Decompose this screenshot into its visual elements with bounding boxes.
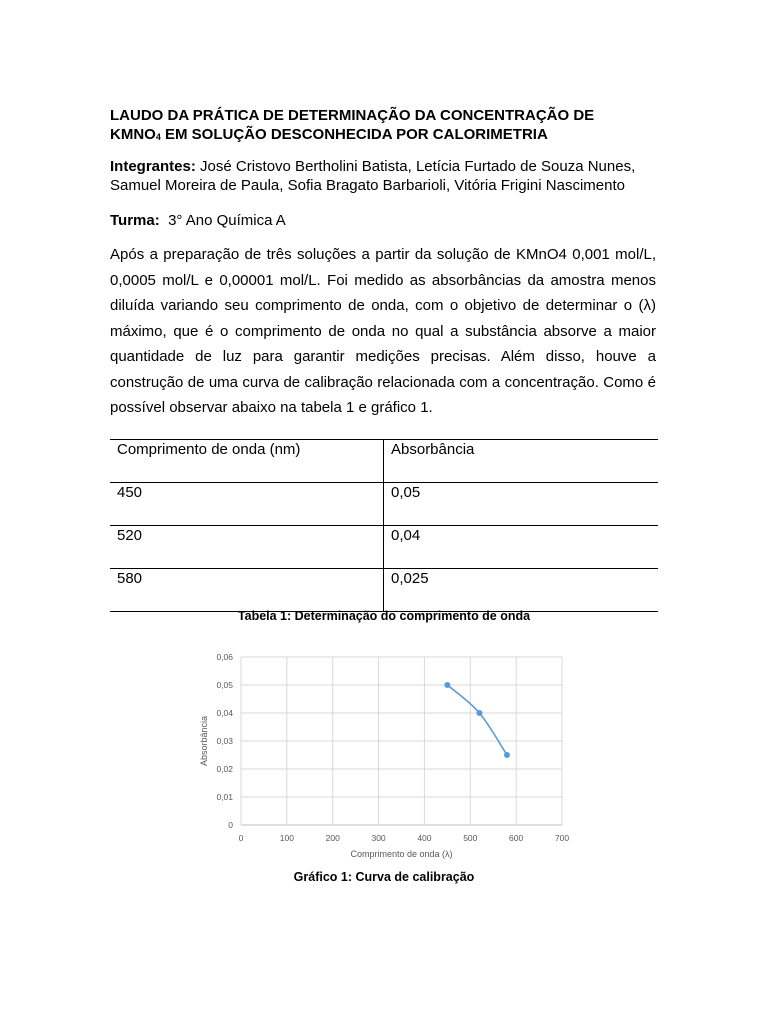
y-tick-label: 0,05 [216,680,233,690]
table-header-cell: Comprimento de onda (nm) [110,440,384,483]
table-cell: 0,04 [384,526,659,569]
x-tick-label: 200 [325,833,340,843]
y-tick-label: 0,03 [216,736,233,746]
title-line-2-suffix: EM SOLUÇÃO DESCONHECIDA POR CALORIMETRIA [160,126,548,143]
report-title [110,106,670,147]
title-subscript: 4 [155,132,161,142]
table-cell: 0,05 [384,483,659,526]
class-block [110,211,286,230]
table-caption: Tabela 1: Determinação do comprimento de onda [237,609,531,623]
x-axis-title: Comprimento de onda (λ) [350,849,453,859]
y-tick-label: 0,04 [216,708,233,718]
y-tick-label: 0,01 [216,792,233,802]
wavelength-table [110,439,658,612]
x-tick-label: 300 [371,833,386,843]
data-point [476,710,482,716]
x-tick-label: 100 [279,833,294,843]
calibration-chart [190,640,580,862]
table-cell: 580 [110,569,384,612]
members-label: Integrantes: [110,158,196,175]
table-row [110,526,658,569]
data-point [504,752,510,758]
table-header-row [110,440,658,483]
x-tick-label: 700 [554,833,570,843]
body-paragraph: Após a preparação de três soluções a partir da solução de KMnO4 0,001 mol/L, 0,0005 mol/L e 0,00001 mol/L. Foi medido as absorbâncias da amostra menos diluída variando seu comprimento de onda, com o objetivo de determinar o (λ) máximo, que é o comprimento de onda no qual a substância absorve a maior quantidade de luz para garantir medições precisas. Além disso, houve a construção de uma curva de calibração relacionada com a concentração. Como é possível observar abaixo na tabela 1 e gráfico 1. [110,246,656,416]
table-row [110,569,658,612]
class-label: Turma: [110,212,160,229]
chart-caption: Gráfico 1: Curva de calibração [293,870,475,884]
class-text: 3° Ano Química A [159,212,286,229]
table-row [110,483,658,526]
x-tick-label: 500 [463,833,478,843]
x-tick-label: 600 [509,833,524,843]
table-cell: 520 [110,526,384,569]
table-cell: 450 [110,483,384,526]
table-header-cell: Absorbância [384,440,659,483]
members-text: José Cristovo Bertholini Batista, Letícia Furtado de Souza Nunes, Samuel Moreira de Paula, Sofia Bragato Barbarioli, Vitória Frigini Nascimento [110,158,636,194]
x-tick-label: 400 [417,833,432,843]
x-tick-label: 0 [238,833,244,843]
table-cell: 0,025 [384,569,659,612]
y-axis-title: Absorbância [199,715,209,767]
y-tick-label: 0,02 [216,764,233,774]
series-line [447,685,507,755]
title-line-1: LAUDO DA PRÁTICA DE DETERMINAÇÃO DA CONCENTRAÇÃO DE [110,107,595,124]
y-tick-label: 0 [228,820,233,830]
data-point [444,682,450,688]
y-tick-label: 0,06 [216,652,233,662]
title-line-2-prefix: KMNO [110,126,156,143]
members-block [110,157,670,195]
